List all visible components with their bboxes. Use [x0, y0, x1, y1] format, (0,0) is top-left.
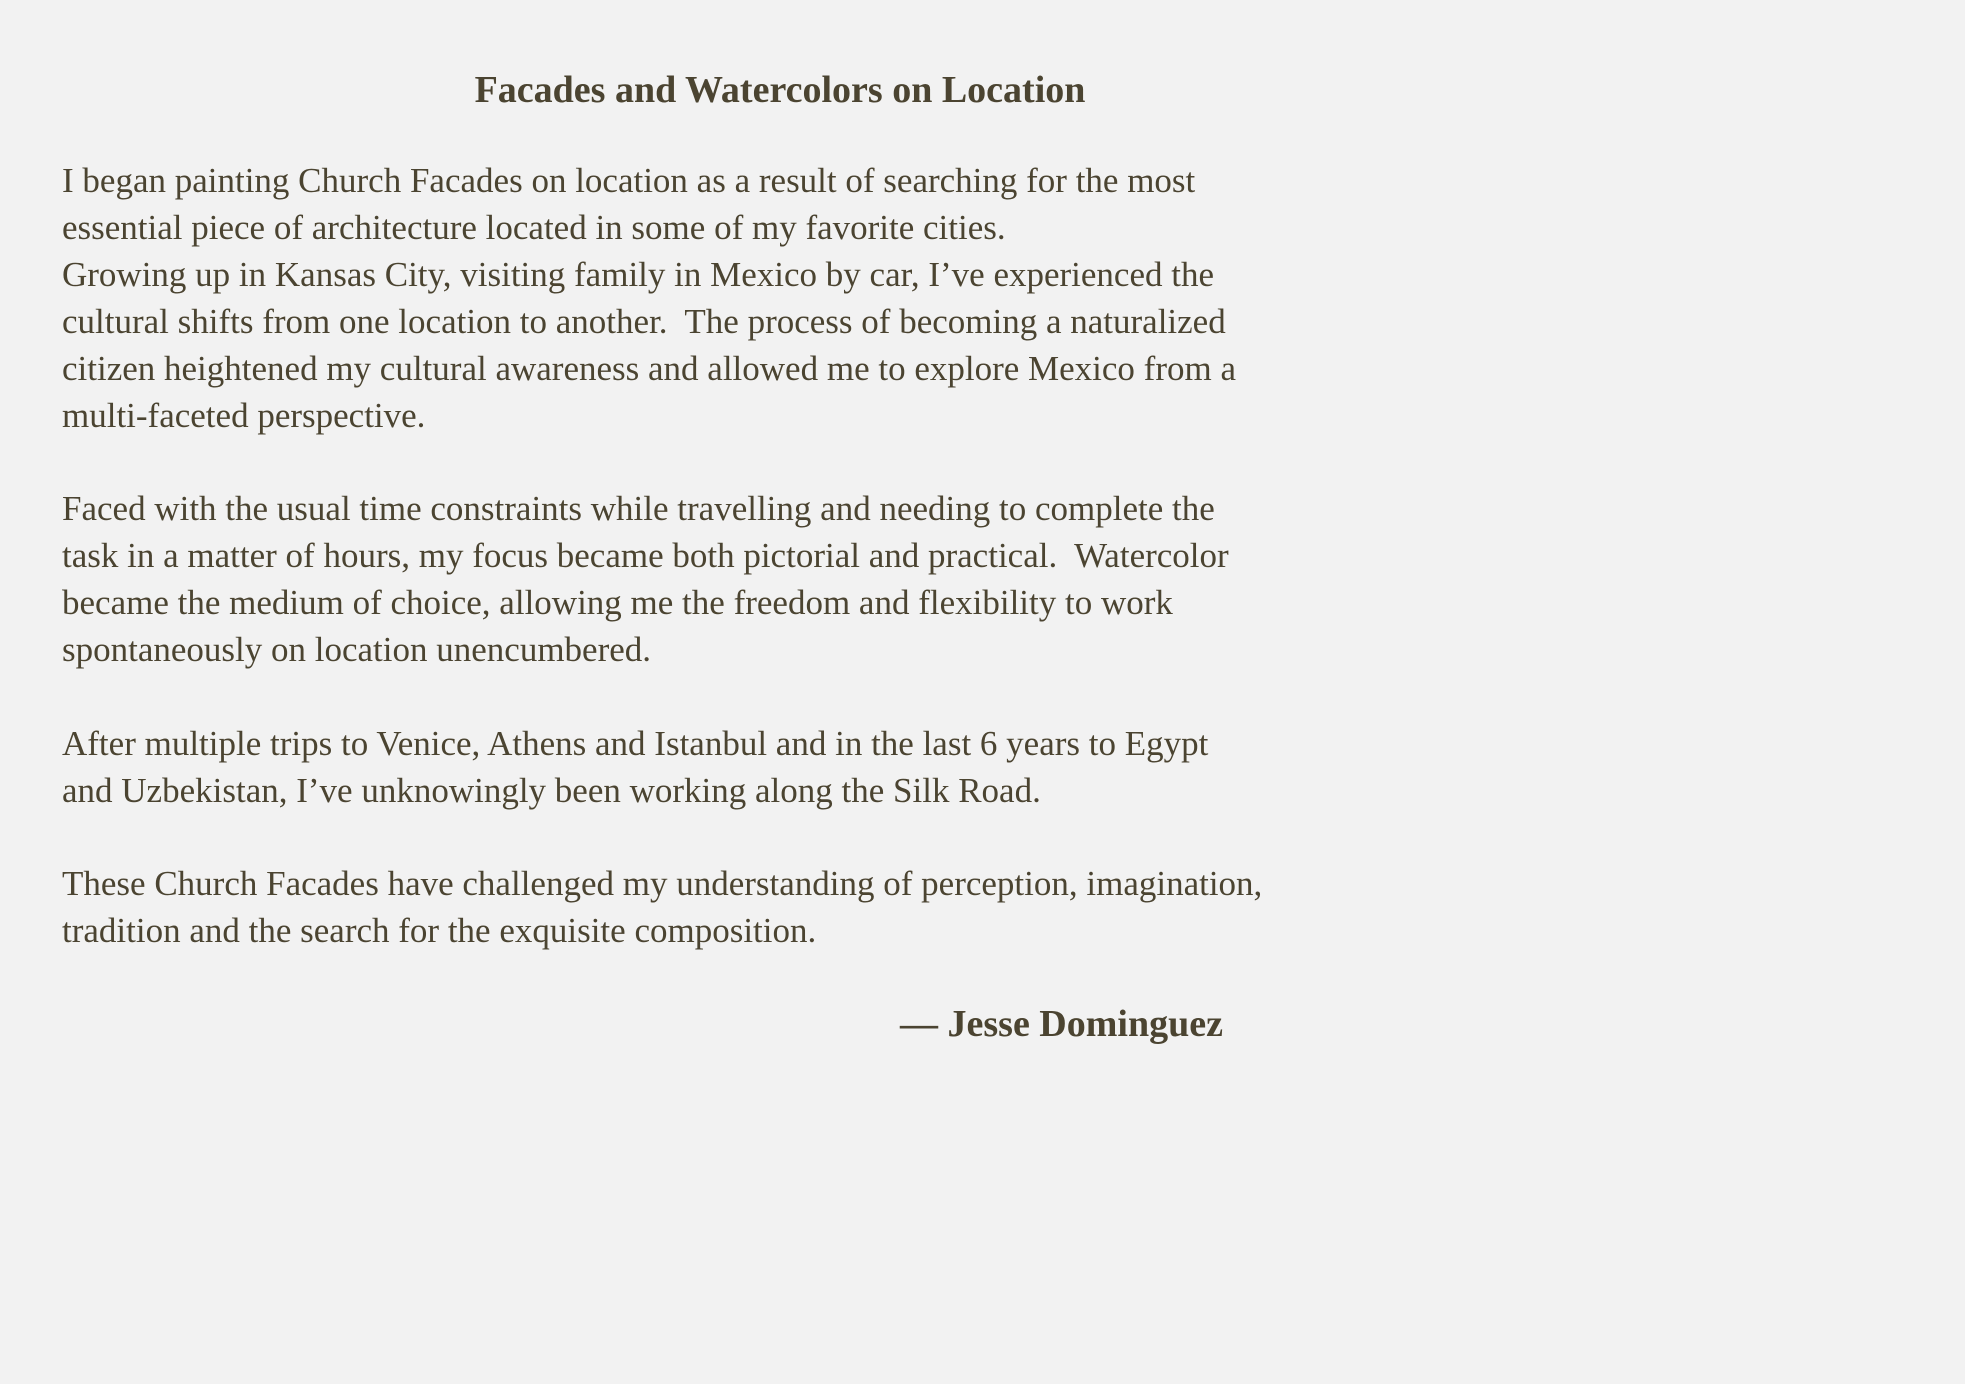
- document-title: Facades and Watercolors on Location: [474, 69, 1086, 111]
- text-line: task in a matter of hours, my focus became both pictorial and practical. Watercolor: [62, 536, 1229, 575]
- text-line: cultural shifts from one location to another. The process of becoming a naturalized: [62, 302, 1226, 341]
- text-line: Growing up in Kansas City, visiting family in Mexico by car, I’ve experienced the: [62, 255, 1215, 294]
- text-line: citizen heightened my cultural awareness and allowed me to explore Mexico from a: [62, 349, 1237, 388]
- text-line: Faced with the usual time constraints while travelling and needing to complete the: [62, 489, 1215, 528]
- text-line: became the medium of choice, allowing me the freedom and flexibility to work: [62, 583, 1173, 622]
- text-line: spontaneously on location unencumbered.: [62, 630, 652, 669]
- author-signature: — Jesse Dominguez: [900, 1003, 1223, 1045]
- text-line: essential piece of architecture located in some of my favorite cities.: [62, 208, 1006, 247]
- text-line: I began painting Church Facades on location as a result of searching for the most: [62, 161, 1196, 200]
- text-line: tradition and the search for the exquisite composition.: [62, 911, 817, 950]
- text-line: and Uzbekistan, I’ve unknowingly been working along the Silk Road.: [62, 771, 1041, 810]
- text-line: These Church Facades have challenged my understanding of perception, imagination,: [62, 864, 1263, 903]
- text-line: After multiple trips to Venice, Athens and Istanbul and in the last 6 years to Egypt: [62, 724, 1209, 763]
- text-line: multi-faceted perspective.: [62, 396, 426, 435]
